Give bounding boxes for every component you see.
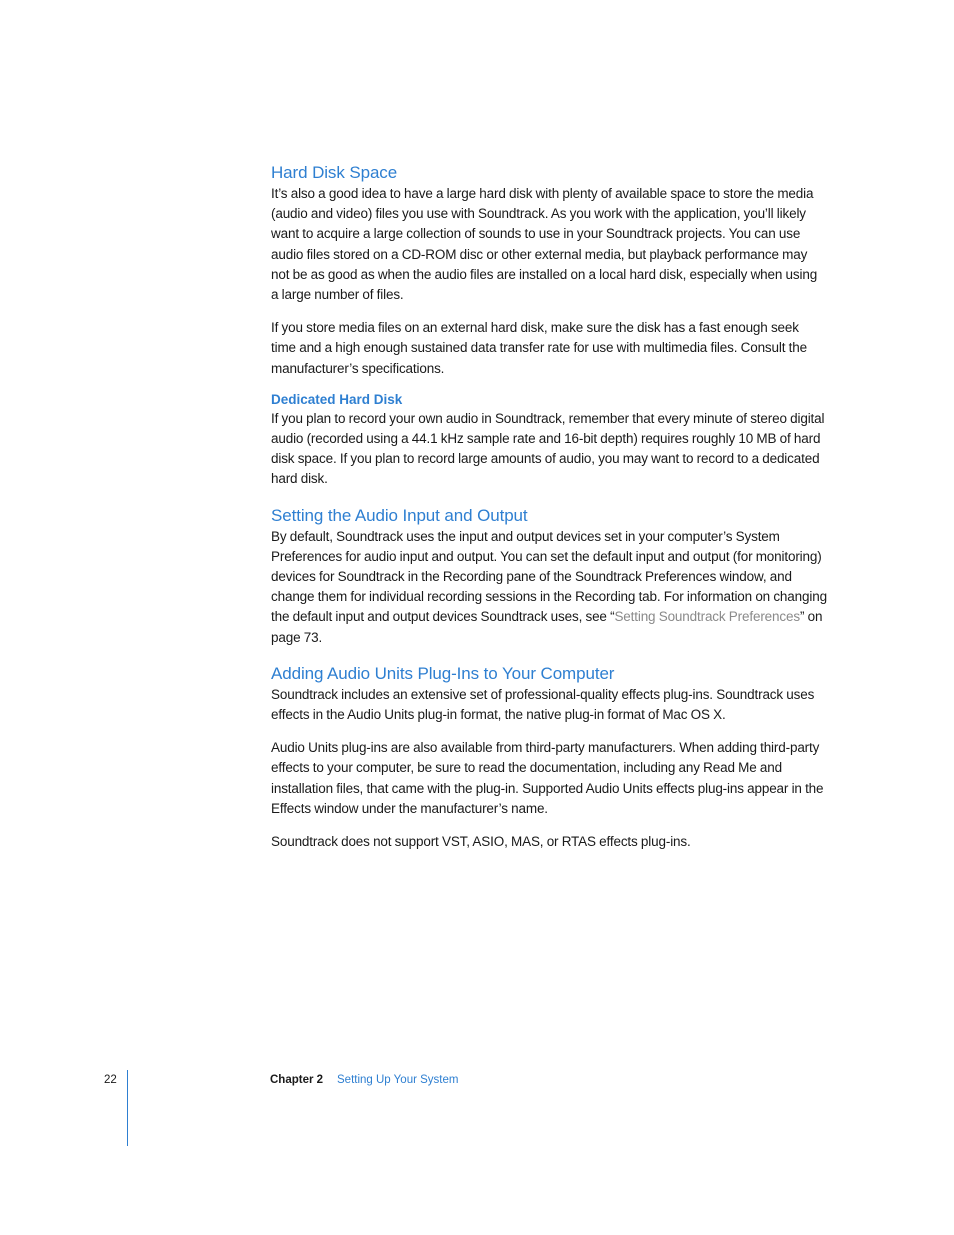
- paragraph-hard-disk-1: It’s also a good idea to have a large hard disk with plenty of available space to store the media (audio and video) files you use with Soundtrack. As you work with the application, you’ll likely want to acquire a large collection of sounds to use in your Soundtrack projects. You can use audio files stored on a CD-ROM disc or other external media, but playback performance may not be as good as when the audio files are installed on a local hard disk, especially when using a large number of files.: [271, 186, 818, 303]
- paragraph-audio-io-text-after: ” on page 73.: [271, 609, 823, 645]
- paragraph-audio-units-1: Soundtrack includes an extensive set of professional-quality effects plug-ins. Soundtrack uses effects in the Audio Units plug-in format, the native plug-in format of Mac OS X.: [271, 686, 815, 723]
- footer-divider: [127, 1070, 128, 1146]
- paragraph-audio-input-output: [271, 527, 827, 648]
- paragraph-dedicated-hard-disk: If you plan to record your own audio in Soundtrack, remember that every minute of stereo digital audio (recorded using a 44.1 kHz sample rate and 16-bit depth) requires roughly 10 MB of hard disk space. If you plan to record large amounts of audio, you may want to record to a dedicated hard disk.: [271, 410, 825, 487]
- heading-dedicated-hard-disk: Dedicated Hard Disk: [271, 391, 403, 407]
- heading-audio-input-output: Setting the Audio Input and Output: [271, 505, 528, 525]
- chapter-label: Chapter 2: [270, 1074, 324, 1086]
- heading-audio-units-plugins: Adding Audio Units Plug-Ins to Your Computer: [271, 663, 615, 683]
- heading-hard-disk-space: Hard Disk Space: [271, 163, 398, 182]
- paragraph-audio-units-2: Audio Units plug-ins are also available from third-party manufacturers. When adding third-party effects to your computer, be sure to read the documentation, including any Read Me and installation files, that came with the plug-in. Supported Audio Units effects plug-ins appear in the Effects window under the manufacturer’s name.: [271, 740, 824, 816]
- paragraph-audio-io-text-before: By default, Soundtrack uses the input and output devices set in your computer’s System Preferences for audio input and output. You can set the default input and output (for monitoring) devices for Soundtrack in the Recording pane of the Soundtrack Preferences window, and change them for individual recording sessions in the Recording tab. For information on changing the default input and output devices Soundtrack uses, see “: [271, 528, 827, 625]
- page-content: [271, 162, 827, 852]
- chapter-title: Setting Up Your System: [337, 1074, 459, 1086]
- paragraph-hard-disk-2: If you store media files on an external hard disk, make sure the disk has a fast enough seek time and a high enough sustained data transfer rate for use with multimedia files. Consult the manufacturer’s specifications.: [271, 320, 807, 376]
- link-setting-soundtrack-preferences[interactable]: Setting Soundtrack Preferences: [614, 609, 800, 625]
- paragraph-audio-units-3: Soundtrack does not support VST, ASIO, MAS, or RTAS effects plug-ins.: [271, 834, 691, 850]
- page-number: 22: [104, 1074, 117, 1086]
